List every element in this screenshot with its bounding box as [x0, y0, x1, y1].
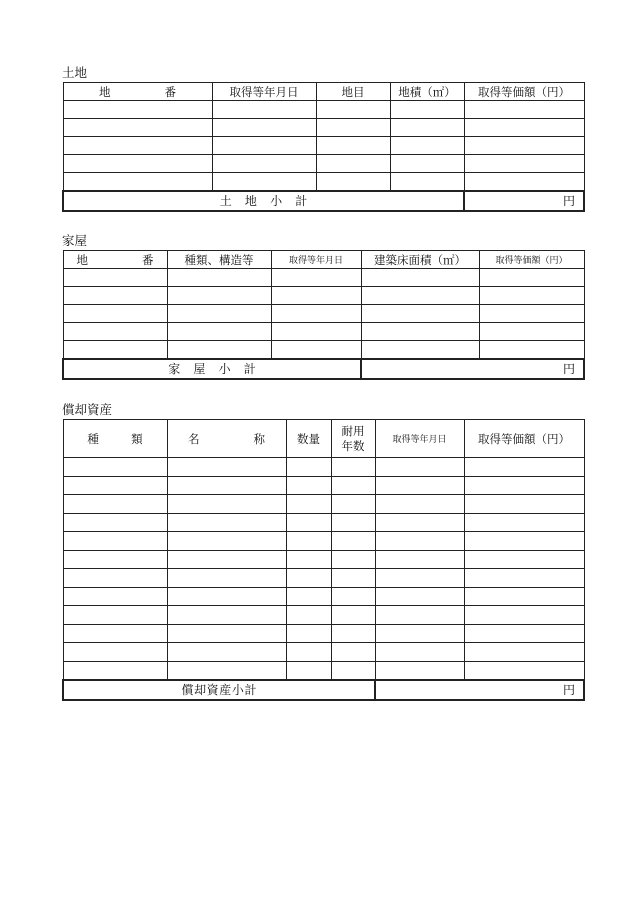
building-header-row [63, 251, 584, 269]
land-header-land-category: 地目 [316, 83, 390, 101]
table-cell[interactable] [464, 569, 584, 588]
table-row [63, 305, 584, 323]
table-cell[interactable] [286, 532, 331, 551]
table-cell[interactable] [331, 513, 375, 532]
table-cell[interactable] [464, 643, 584, 662]
table-row [63, 532, 584, 551]
table-cell[interactable] [375, 476, 464, 495]
table-cell[interactable] [271, 269, 361, 287]
table-cell[interactable] [212, 119, 316, 137]
table-cell[interactable] [375, 587, 464, 606]
table-row [63, 606, 584, 625]
depreciable-header-row [63, 420, 584, 458]
table-cell[interactable] [286, 661, 331, 680]
table-cell[interactable] [167, 287, 271, 305]
table-row [63, 173, 584, 191]
table-cell[interactable] [63, 305, 167, 323]
table-cell[interactable] [375, 643, 464, 662]
table-cell[interactable] [331, 661, 375, 680]
table-cell[interactable] [63, 495, 167, 514]
table-cell[interactable] [375, 458, 464, 477]
table-cell[interactable] [375, 606, 464, 625]
building-header-acquisition-date: 取得等年月日 [271, 251, 361, 269]
table-cell[interactable] [464, 587, 584, 606]
table-cell[interactable] [316, 101, 390, 119]
building-subtotal-label: 家屋小計 [63, 359, 361, 379]
land-subtotal-value[interactable]: 円 [464, 191, 584, 211]
table-cell[interactable] [375, 569, 464, 588]
table-cell[interactable] [286, 476, 331, 495]
table-cell[interactable] [271, 323, 361, 341]
table-cell[interactable] [63, 101, 212, 119]
building-subtotal-row [63, 359, 584, 379]
table-cell[interactable] [212, 101, 316, 119]
table-cell[interactable] [63, 587, 167, 606]
table-cell[interactable] [167, 341, 271, 359]
table-cell[interactable] [375, 532, 464, 551]
depreciable-header-quantity: 数量 [286, 420, 331, 458]
table-cell[interactable] [167, 624, 286, 643]
depreciable-header-useful-life: 耐用 年数 [331, 420, 375, 458]
table-row [63, 476, 584, 495]
table-cell[interactable] [390, 155, 464, 173]
table-cell[interactable] [167, 269, 271, 287]
table-row [63, 661, 584, 680]
table-cell[interactable] [464, 495, 584, 514]
table-cell[interactable] [316, 173, 390, 191]
table-row [63, 287, 584, 305]
table-cell[interactable] [63, 155, 212, 173]
table-cell[interactable] [331, 606, 375, 625]
table-cell[interactable] [167, 476, 286, 495]
table-cell[interactable] [464, 458, 584, 477]
table-cell[interactable] [63, 458, 167, 477]
table-cell[interactable] [375, 495, 464, 514]
table-cell[interactable] [63, 341, 167, 359]
table-row [63, 513, 584, 532]
table-cell[interactable] [63, 137, 212, 155]
building-header-lot-number: 地 番 [63, 251, 167, 269]
table-cell[interactable] [63, 643, 167, 662]
table-cell[interactable] [464, 606, 584, 625]
table-cell[interactable] [212, 173, 316, 191]
depreciable-subtotal-row [63, 680, 584, 700]
building-header-floor-area: 建築床面積（㎡） [361, 251, 479, 269]
table-row [63, 624, 584, 643]
depreciable-section-title: 償却資産 [62, 402, 113, 417]
table-cell[interactable] [63, 119, 212, 137]
depreciable-header-acquisition-date: 取得等年月日 [375, 420, 464, 458]
table-row [63, 587, 584, 606]
table-cell[interactable] [212, 137, 316, 155]
depreciable-subtotal-value[interactable]: 円 [375, 680, 584, 700]
table-cell[interactable] [167, 323, 271, 341]
table-cell[interactable] [479, 269, 584, 287]
table-cell[interactable] [464, 173, 584, 191]
table-cell[interactable] [464, 661, 584, 680]
building-subtotal-value[interactable]: 円 [361, 359, 584, 379]
table-cell[interactable] [464, 119, 584, 137]
table-cell[interactable] [167, 495, 286, 514]
table-cell[interactable] [286, 606, 331, 625]
depreciable-table [62, 419, 585, 701]
table-cell[interactable] [286, 550, 331, 569]
land-header-acquisition-date: 取得等年月日 [212, 83, 316, 101]
table-cell[interactable] [167, 643, 286, 662]
table-cell[interactable] [479, 341, 584, 359]
table-cell[interactable] [316, 137, 390, 155]
table-cell[interactable] [390, 119, 464, 137]
table-cell[interactable] [167, 606, 286, 625]
land-header-row [63, 83, 584, 101]
table-row [63, 155, 584, 173]
building-table [62, 250, 585, 380]
table-cell[interactable] [63, 661, 167, 680]
table-cell[interactable] [375, 513, 464, 532]
table-cell[interactable] [331, 569, 375, 588]
table-cell[interactable] [286, 569, 331, 588]
land-header-area: 地積（㎡） [390, 83, 464, 101]
table-cell[interactable] [390, 137, 464, 155]
table-row [63, 495, 584, 514]
table-cell[interactable] [361, 341, 479, 359]
depreciable-subtotal-label: 償却資産小計 [63, 680, 375, 700]
depreciable-header-acquisition-price: 取得等価額（円） [464, 420, 584, 458]
table-cell[interactable] [271, 305, 361, 323]
table-cell[interactable] [167, 532, 286, 551]
table-cell[interactable] [167, 305, 271, 323]
table-cell[interactable] [375, 624, 464, 643]
table-row [63, 341, 584, 359]
table-cell[interactable] [212, 155, 316, 173]
table-cell[interactable] [375, 661, 464, 680]
table-cell[interactable] [361, 305, 479, 323]
table-row [63, 569, 584, 588]
building-header-acquisition-price: 取得等価額（円） [479, 251, 584, 269]
table-row [63, 643, 584, 662]
table-cell[interactable] [331, 587, 375, 606]
table-row [63, 137, 584, 155]
table-cell[interactable] [271, 287, 361, 305]
table-cell[interactable] [316, 119, 390, 137]
table-cell[interactable] [361, 287, 479, 305]
table-cell[interactable] [375, 550, 464, 569]
table-cell[interactable] [286, 458, 331, 477]
table-cell[interactable] [63, 173, 212, 191]
table-cell[interactable] [464, 532, 584, 551]
table-row [63, 458, 584, 477]
table-cell[interactable] [479, 305, 584, 323]
land-table [62, 82, 585, 212]
table-cell[interactable] [361, 269, 479, 287]
table-row [63, 119, 584, 137]
building-section-title: 家屋 [62, 233, 88, 248]
table-cell[interactable] [331, 643, 375, 662]
table-cell[interactable] [316, 155, 390, 173]
table-cell[interactable] [63, 513, 167, 532]
table-cell[interactable] [167, 513, 286, 532]
table-cell[interactable] [63, 569, 167, 588]
table-cell[interactable] [286, 643, 331, 662]
table-cell[interactable] [464, 155, 584, 173]
table-cell[interactable] [331, 550, 375, 569]
land-header-lot-number: 地 番 [63, 83, 212, 101]
table-cell[interactable] [167, 550, 286, 569]
table-cell[interactable] [167, 458, 286, 477]
land-section-title: 土地 [62, 65, 88, 80]
table-cell[interactable] [464, 513, 584, 532]
land-subtotal-label: 土地小計 [63, 191, 464, 211]
table-cell[interactable] [167, 587, 286, 606]
table-cell[interactable] [63, 606, 167, 625]
table-cell[interactable] [63, 550, 167, 569]
table-cell[interactable] [331, 476, 375, 495]
table-cell[interactable] [286, 587, 331, 606]
table-cell[interactable] [286, 495, 331, 514]
table-cell[interactable] [390, 101, 464, 119]
table-cell[interactable] [464, 624, 584, 643]
table-cell[interactable] [63, 476, 167, 495]
table-cell[interactable] [479, 323, 584, 341]
table-cell[interactable] [331, 458, 375, 477]
table-cell[interactable] [63, 323, 167, 341]
table-cell[interactable] [63, 624, 167, 643]
table-cell[interactable] [464, 550, 584, 569]
table-cell[interactable] [331, 495, 375, 514]
table-cell[interactable] [167, 569, 286, 588]
table-cell[interactable] [464, 137, 584, 155]
table-cell[interactable] [63, 269, 167, 287]
table-row [63, 323, 584, 341]
table-cell[interactable] [361, 323, 479, 341]
table-cell[interactable] [63, 532, 167, 551]
table-row [63, 101, 584, 119]
table-cell[interactable] [286, 513, 331, 532]
depreciable-header-name: 名 称 [167, 420, 286, 458]
table-cell[interactable] [167, 661, 286, 680]
table-cell[interactable] [331, 624, 375, 643]
land-header-acquisition-price: 取得等価額（円） [464, 83, 584, 101]
depreciable-header-type: 種 類 [63, 420, 167, 458]
table-cell[interactable] [390, 173, 464, 191]
table-cell[interactable] [464, 101, 584, 119]
land-subtotal-row [63, 191, 584, 211]
table-row [63, 269, 584, 287]
table-row [63, 550, 584, 569]
table-cell[interactable] [464, 476, 584, 495]
table-cell[interactable] [271, 341, 361, 359]
building-header-type-structure: 種類、構造等 [167, 251, 271, 269]
table-cell[interactable] [331, 532, 375, 551]
table-cell[interactable] [63, 287, 167, 305]
table-cell[interactable] [286, 624, 331, 643]
table-cell[interactable] [479, 287, 584, 305]
